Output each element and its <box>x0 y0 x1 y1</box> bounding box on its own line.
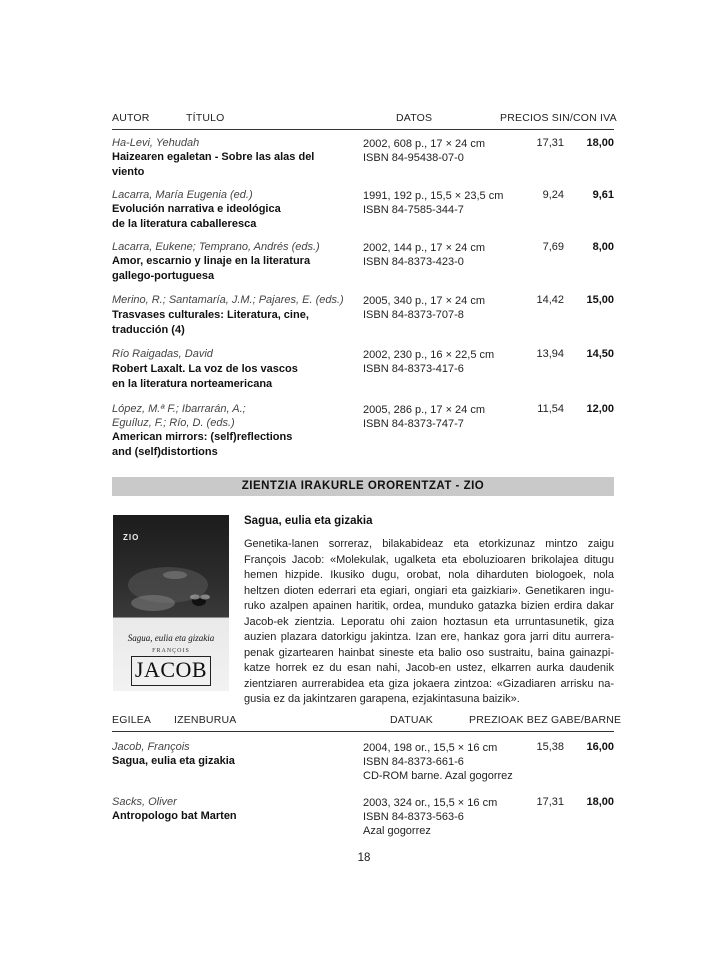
header-prices: PREZIOAK BEZ GABE/BARNE <box>469 714 622 726</box>
entry-isbn: ISBN 84-8373-417-6 <box>363 363 464 375</box>
entry-isbn: ISBN 84-95438-07-0 <box>363 152 464 164</box>
entry-title-line: Amor, escarnio y linaje en la literatura <box>112 255 311 267</box>
header-author: EGILEA <box>112 714 152 726</box>
entry-author: Merino, R.; Santamaría, J.M.; Pajares, E. (eds.) <box>112 294 344 306</box>
header-data: DATUAK <box>390 714 434 726</box>
header-author: AUTOR <box>112 112 150 124</box>
entry-data-line: 2003, 324 or., 15,5 × 16 cm <box>363 797 498 809</box>
entry-author: Lacarra, María Eugenia (ed.) <box>112 189 253 201</box>
price-without-vat: 14,42 <box>536 294 564 306</box>
entry-isbn: ISBN 84-8373-563-6 <box>363 811 464 823</box>
cover-author-last: JACOB <box>134 657 208 682</box>
entry-author: Río Raigadas, David <box>112 348 213 360</box>
price-without-vat: 15,38 <box>536 741 564 753</box>
feature-description: Genetika-lanen sorreraz, bilakabideaz eta etorkizunaz mintzo zaigu François Jacob: «Molekulak, ugalketa eta eboluzioaren brikolajea ditugu hemen hizpide. Ikusiko dugu, orobat, nola diharduten biologoek, nola heltzen dioten ederrari eta egiari, ongiari eta gaizkiari». Genetikaren inguruko azalpen apainen haritik, ordea, munduko gatazka bizien erdira dakar Jacob-ek zientzia. Leporatu ohi zaion hoztasun eta urruntasunetik, giza auzien plazara datorkigu jakintza. Izan ere, hankaz gora jarri ditu aurrerapenak gizartearen hainbat sineste eta balio oso sustraitu, baina gainazpikatze horrek ez du esan nahi, Jacob-en ustez, elkarren aurka daudenik zientziaren aurrerabidea eta giza jokaera zintzoa: «Gizadiaren arrisku nagusia ez da jakintzaren garapena, ezjakintasuna baizik». <box>244 538 614 705</box>
price-with-vat: 18,00 <box>586 796 614 808</box>
entry-isbn: ISBN 84-7585-344-7 <box>363 204 464 216</box>
header-title: TÍTULO <box>186 112 225 124</box>
price-with-vat: 18,00 <box>586 137 614 149</box>
cover-title: Sagua, eulia eta gizakia <box>127 633 215 643</box>
price-without-vat: 17,31 <box>536 796 564 808</box>
price-with-vat: 14,50 <box>586 348 614 360</box>
price-without-vat: 17,31 <box>536 137 564 149</box>
price-with-vat: 8,00 <box>592 241 614 253</box>
entry-data-line: 2002, 144 p., 17 × 24 cm <box>363 242 486 254</box>
entry-title-line: Sagua, eulia eta gizakia <box>112 755 235 767</box>
entry-data-line: 2005, 340 p., 17 × 24 cm <box>363 295 486 307</box>
entry-note: CD-ROM barne. Azal gogorrez <box>363 770 513 782</box>
price-with-vat: 16,00 <box>586 741 614 753</box>
entry-isbn: ISBN 84-8373-707-8 <box>363 309 464 321</box>
price-without-vat: 9,24 <box>542 189 564 201</box>
entry-title-line: viento <box>112 166 145 178</box>
header-data: DATOS <box>396 112 433 124</box>
entry-title-line: en la literatura norteamericana <box>112 378 273 390</box>
section-heading: ZIENTZIA IRAKURLE ORORENTZAT - ZIO <box>112 477 614 496</box>
entry-author: Sacks, Oliver <box>112 796 177 808</box>
entry-isbn: ISBN 84-8373-747-7 <box>363 418 464 430</box>
price-with-vat: 9,61 <box>592 189 614 201</box>
entry-author: López, M.ª F.; Ibarrarán, A.; <box>112 403 246 415</box>
header-rule <box>112 731 614 732</box>
entry-title-line: traducción (4) <box>112 324 185 336</box>
entry-title-line: Trasvases culturales: Literatura, cine, <box>112 309 309 321</box>
entry-data-line: 1991, 192 p., 15,5 × 23,5 cm <box>363 190 504 202</box>
entry-note: Azal gogorrez <box>363 825 431 837</box>
book-cover-image <box>113 515 229 691</box>
price-without-vat: 7,69 <box>542 241 564 253</box>
header-prices: PRECIOS SIN/CON IVA <box>500 112 617 124</box>
header-title: IZENBURUA <box>174 714 237 726</box>
entry-title-line: Robert Laxalt. La voz de los vascos <box>112 363 298 375</box>
page-number: 18 <box>357 852 371 864</box>
price-without-vat: 11,54 <box>537 403 564 415</box>
entry-data-line: 2002, 230 p., 16 × 22,5 cm <box>363 349 495 361</box>
cover-author-first: FRANÇOIS <box>152 648 190 654</box>
entry-author: Lacarra, Eukene; Temprano, Andrés (eds.) <box>112 241 320 253</box>
entry-title-line: Haizearen egaletan - Sobre las alas del <box>112 151 315 163</box>
entry-title-line: American mirrors: (self)reflections <box>112 431 293 443</box>
entry-title-line: gallego-portuguesa <box>112 270 215 282</box>
entry-title-line: de la literatura caballeresca <box>112 218 257 230</box>
cover-series-logo: ZIO <box>123 533 140 542</box>
entry-title-line: and (self)distortions <box>112 446 218 458</box>
entry-isbn: ISBN 84-8373-423-0 <box>363 256 464 268</box>
entry-author: Eguíluz, F.; Río, D. (eds.) <box>112 417 235 429</box>
entry-data-line: 2004, 198 or., 15,5 × 16 cm <box>363 742 498 754</box>
price-with-vat: 12,00 <box>586 403 614 415</box>
feature-book-title: Sagua, eulia eta gizakia <box>244 515 373 527</box>
header-rule <box>112 129 614 130</box>
price-without-vat: 13,94 <box>536 348 564 360</box>
price-with-vat: 15,00 <box>586 294 614 306</box>
entry-author: Jacob, François <box>112 741 190 753</box>
entry-title-line: Antropologo bat Marten <box>112 810 237 822</box>
entry-author: Ha-Levi, Yehudah <box>112 137 200 149</box>
entry-data-line: 2002, 608 p., 17 × 24 cm <box>363 138 486 150</box>
entry-isbn: ISBN 84-8373-661-6 <box>363 756 464 768</box>
entry-title-line: Evolución narrativa e ideológica <box>112 203 281 215</box>
entry-data-line: 2005, 286 p., 17 × 24 cm <box>363 404 486 416</box>
